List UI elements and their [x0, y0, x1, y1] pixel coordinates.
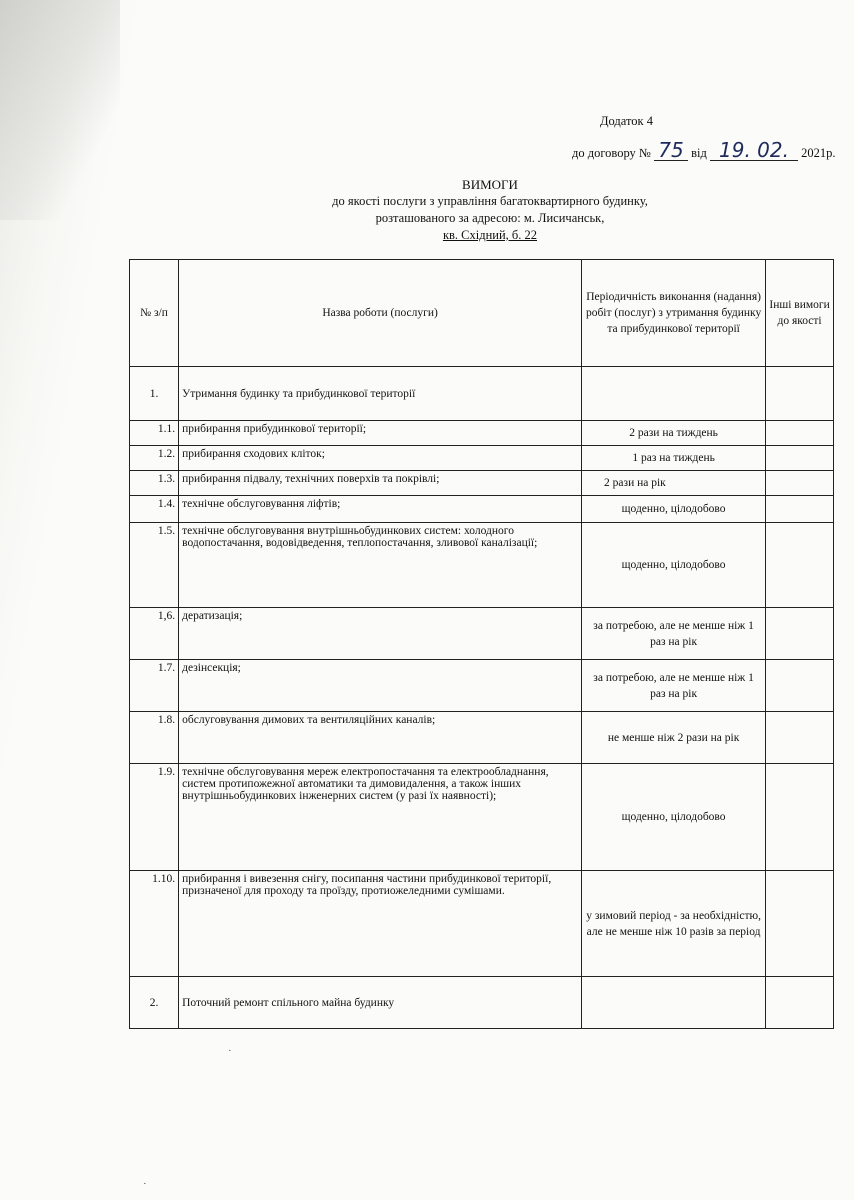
document-title — [240, 176, 740, 244]
row-num: 1. — [130, 367, 179, 421]
table-row — [130, 496, 834, 523]
row-name: прибирання прибудинкової території; — [179, 421, 582, 446]
contract-line — [572, 140, 842, 161]
table-row — [130, 523, 834, 608]
row-other — [766, 496, 834, 523]
row-period: у зимовий період - за необхідністю, але не менше ніж 10 разів за період — [582, 871, 766, 977]
title-heading: ВИМОГИ — [462, 177, 518, 192]
row-name: прибирання сходових кліток; — [179, 446, 582, 471]
row-name: технічне обслуговування ліфтів; — [179, 496, 582, 523]
table-row — [130, 421, 834, 446]
row-other — [766, 421, 834, 446]
row-period: щоденно, цілодобово — [582, 496, 766, 523]
table-row — [130, 871, 834, 977]
row-other — [766, 608, 834, 660]
row-other — [766, 977, 834, 1029]
contract-number: 75 — [654, 140, 688, 161]
row-num: 1.5. — [130, 523, 179, 608]
row-period — [582, 367, 766, 421]
contract-prefix: до договору № — [572, 146, 651, 160]
title-subject: до якості послуги з управління багатоквартирного будинку, — [332, 194, 648, 208]
row-other — [766, 871, 834, 977]
row-name: прибирання підвалу, технічних поверхів та покрівлі; — [179, 471, 582, 496]
row-period: 1 раз на тиждень — [582, 446, 766, 471]
row-period: 2 рази на тиждень — [582, 421, 766, 446]
row-period: 2 рази на рік — [582, 471, 766, 496]
requirements-table — [129, 259, 834, 1029]
row-num: 1.8. — [130, 712, 179, 764]
date-prefix: від — [691, 146, 707, 160]
row-num: 1.10. — [130, 871, 179, 977]
table-row — [130, 764, 834, 871]
row-period: за потребою, але не менше ніж 1 раз на рік — [582, 660, 766, 712]
header-other: Інші вимоги до якості — [766, 260, 834, 367]
table-row — [130, 471, 834, 496]
row-name: Утримання будинку та прибудинкової території — [179, 367, 582, 421]
row-num: 2. — [130, 977, 179, 1029]
table-row — [130, 446, 834, 471]
table-row — [130, 712, 834, 764]
row-name: дератизація; — [179, 608, 582, 660]
folded-corner — [0, 0, 120, 220]
row-other — [766, 446, 834, 471]
title-location: розташованого за адресою: м. Лисичанськ, — [375, 211, 605, 225]
row-name: технічне обслуговування внутрішньобудинкових систем: холодного водопостачання, водовідведення, теплопостачання, зливової каналізації; — [179, 523, 582, 608]
table-header-row — [130, 260, 834, 367]
row-name: прибирання і вивезення снігу, посипання частини прибудинкової території, призначеної для проходу та проїзду, протиожеледними сумішами. — [179, 871, 582, 977]
row-num: 1.7. — [130, 660, 179, 712]
table-row — [130, 608, 834, 660]
contract-year: 2021р. — [801, 146, 836, 160]
row-other — [766, 523, 834, 608]
annex-label: Додаток 4 — [600, 114, 653, 128]
contract-date: 19. 02. — [710, 140, 798, 161]
row-period: не менше ніж 2 рази на рік — [582, 712, 766, 764]
table-row — [130, 367, 834, 421]
header-period: Періодичність виконання (надання) робіт (послуг) з утримання будинку та прибудинкової території — [582, 260, 766, 367]
row-name: обслуговування димових та вентиляційних каналів; — [179, 712, 582, 764]
scan-speck: · — [228, 1045, 232, 1057]
table-row — [130, 660, 834, 712]
scan-speck: · — [143, 1178, 147, 1190]
row-other — [766, 367, 834, 421]
row-num: 1.3. — [130, 471, 179, 496]
header-num: № з/п — [130, 260, 179, 367]
row-period: щоденно, цілодобово — [582, 523, 766, 608]
row-other — [766, 764, 834, 871]
row-num: 1.1. — [130, 421, 179, 446]
row-num: 1.4. — [130, 496, 179, 523]
row-name: технічне обслуговування мереж електропостачання та електрообладнання, систем протипожежної автоматики та димовидалення, а також інших внутрішньобудинкових інженерних систем (у разі їх наявності); — [179, 764, 582, 871]
row-other — [766, 660, 834, 712]
row-name: Поточний ремонт спільного майна будинку — [179, 977, 582, 1029]
row-num: 1.9. — [130, 764, 179, 871]
row-period: щоденно, цілодобово — [582, 764, 766, 871]
row-other — [766, 471, 834, 496]
title-address: кв. Східний, б. 22 — [442, 228, 538, 242]
header-name: Назва роботи (послуги) — [179, 260, 582, 367]
row-num: 1.2. — [130, 446, 179, 471]
row-period: за потребою, але не менше ніж 1 раз на рік — [582, 608, 766, 660]
table-row — [130, 977, 834, 1029]
row-num: 1,6. — [130, 608, 179, 660]
row-other — [766, 712, 834, 764]
row-name: дезінсекція; — [179, 660, 582, 712]
row-period — [582, 977, 766, 1029]
